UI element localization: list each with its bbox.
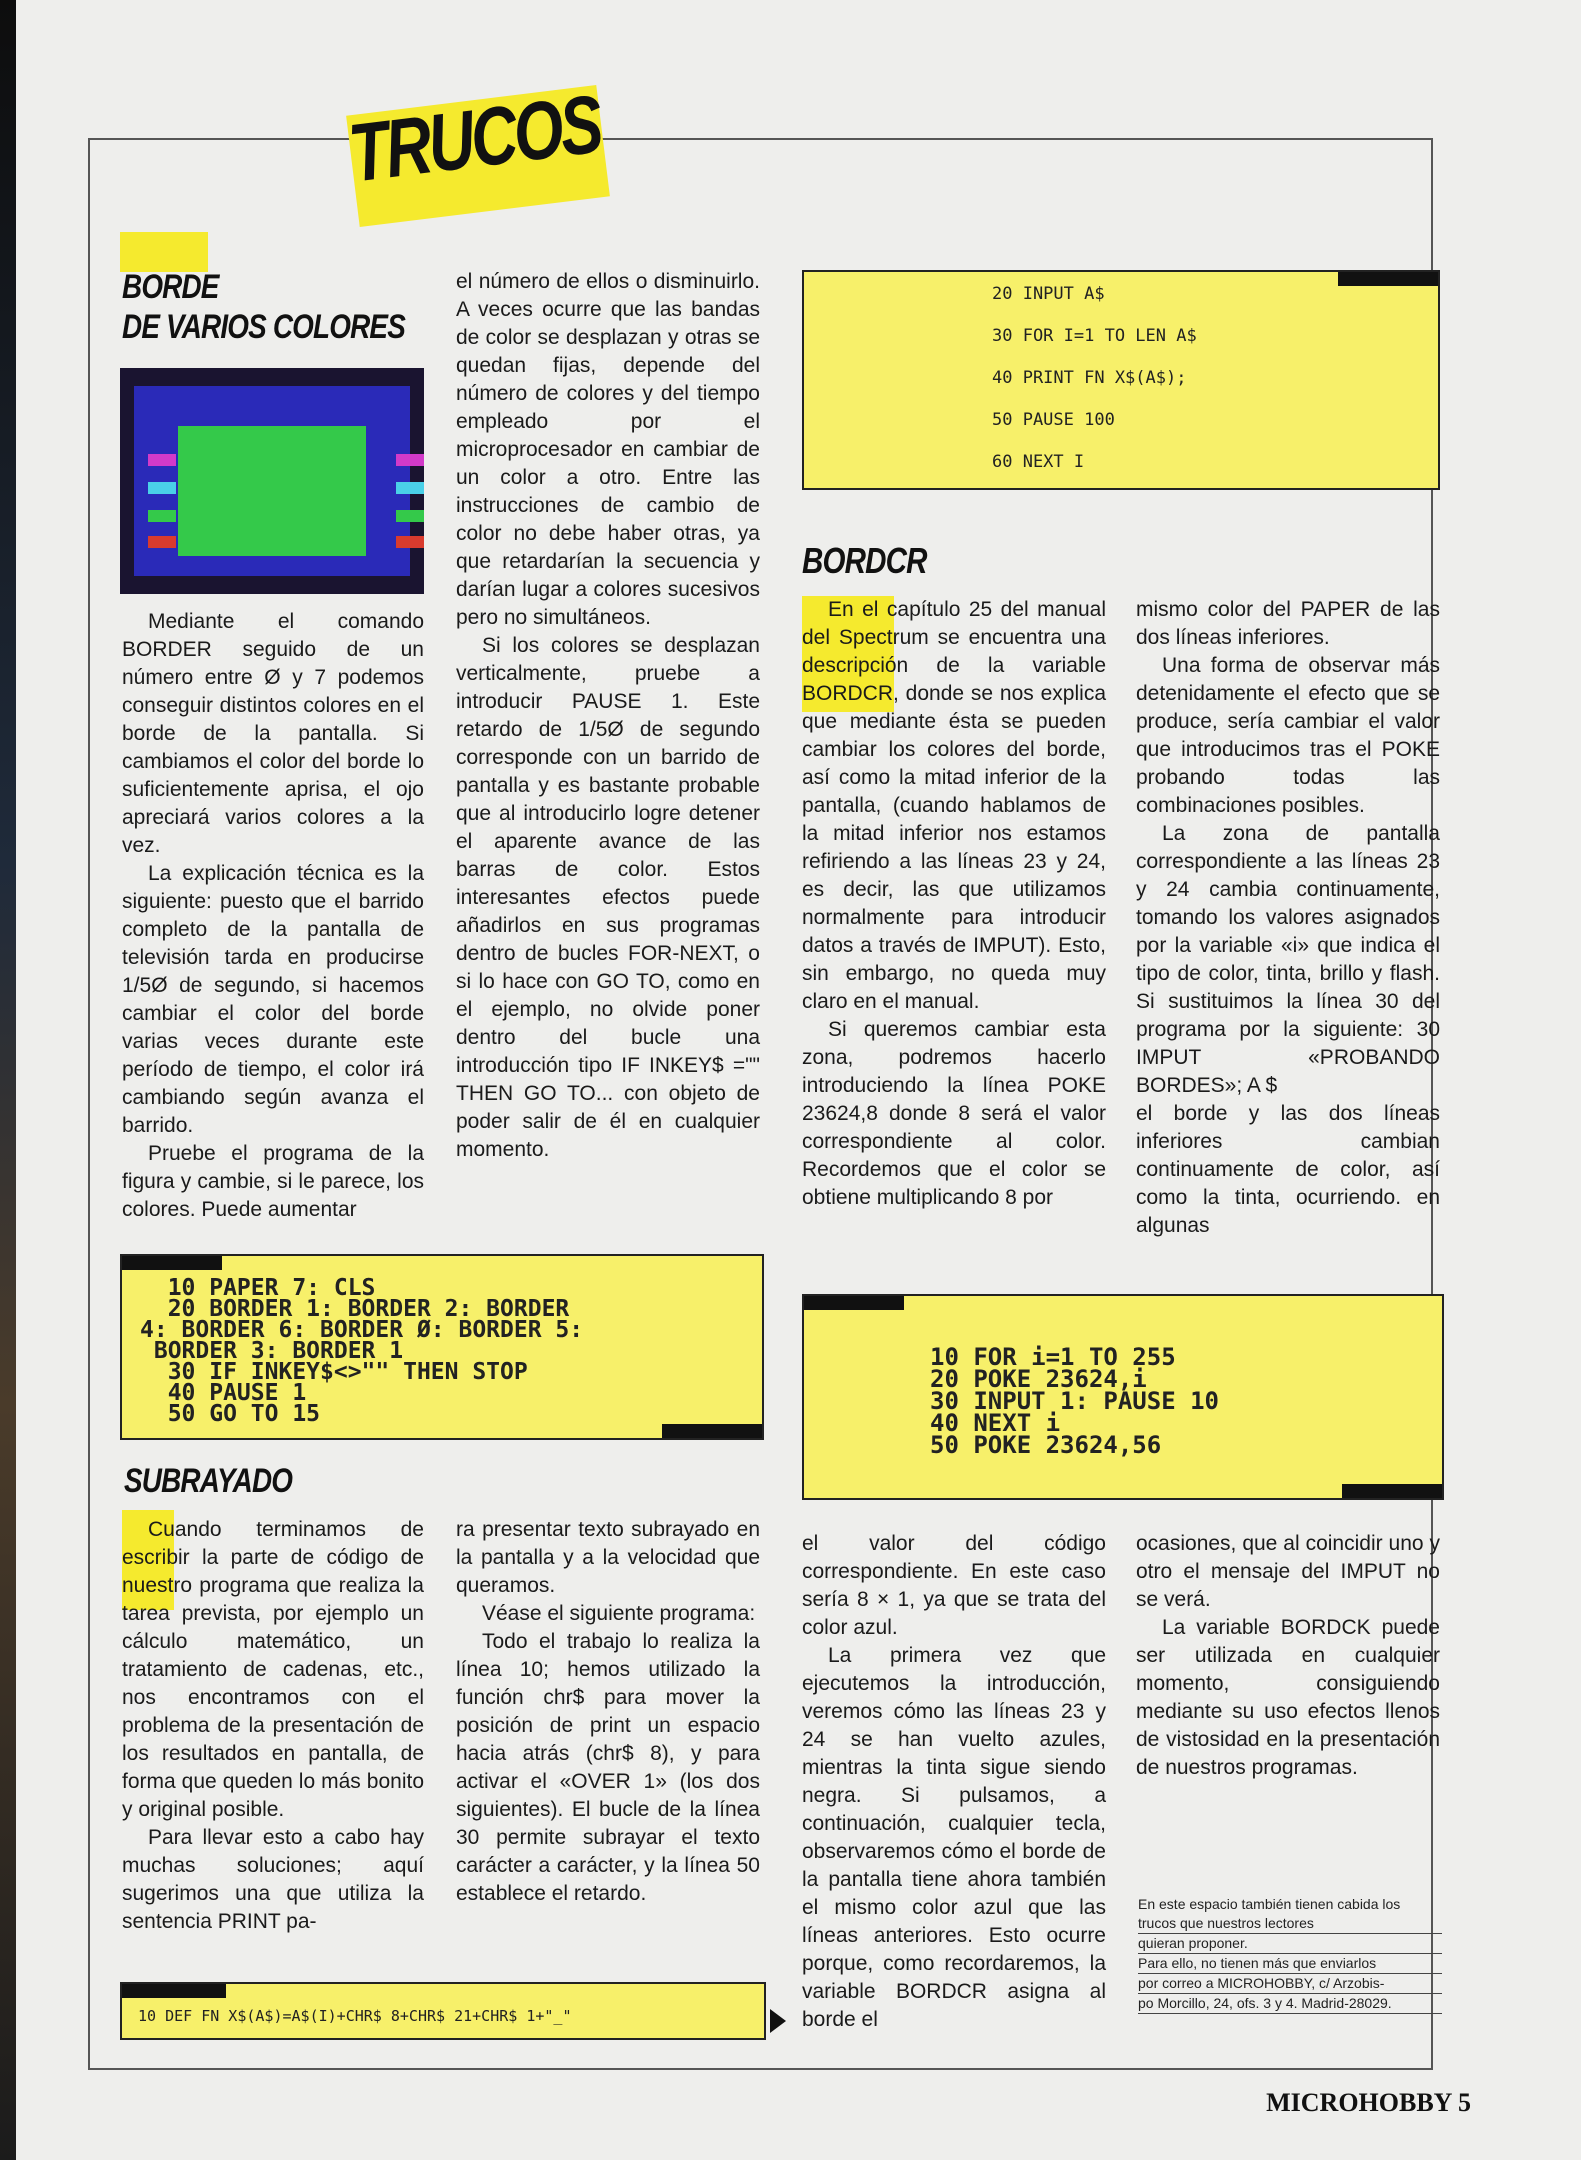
note-line: po Morcillo, 24, ofs. 3 y 4. Madrid-28029. bbox=[1138, 1994, 1442, 2014]
paragraph: Si queremos cambiar esta zona, podremos hacerlo introduciendo la línea POKE 23624,8 donde 8 será el valor correspondiente al color. Recordemos que el color se obtiene multiplicando 8 por bbox=[802, 1018, 1106, 1209]
heading-subrayado: SUBRAYADO bbox=[124, 1462, 293, 1500]
color-band bbox=[396, 454, 424, 466]
listing-tab bbox=[122, 1984, 226, 1998]
heading-de-varios-colores: DE VARIOS COLORES bbox=[122, 308, 405, 346]
reader-tips-note bbox=[1138, 1895, 1442, 2014]
subrayado-code-line bbox=[120, 1982, 766, 2040]
listing-tab bbox=[804, 1296, 904, 1310]
paragraph: Todo el trabajo lo realiza la línea 10; hemos utilizado la función chr$ para mover la posición de print un espacio hacia atrás (chr$ 8), y para activar el «OVER 1» (los dos siguientes). El bucle de la línea 30 permite subrayar el texto carácter a carácter, y la línea 50 establece el retardo. bbox=[456, 1630, 760, 1905]
subrayado-column-1 bbox=[122, 1516, 424, 1936]
bordcr-column-4 bbox=[1136, 1530, 1440, 1782]
bordcr-column-1 bbox=[802, 596, 1106, 1212]
borde-code-listing bbox=[120, 1254, 764, 1440]
code-text: 20 INPUT A$ 30 FOR I=1 TO LEN A$ 40 PRINT FN X$(A$); 50 PAUSE 100 60 NEXT I bbox=[992, 284, 1197, 472]
continue-arrow-icon bbox=[770, 2009, 786, 2033]
heading-highlight bbox=[120, 232, 208, 272]
paragraph: ra presentar texto subrayado en la pantalla y a la velocidad que queramos. bbox=[456, 1518, 760, 1597]
note-line: quieran proponer. bbox=[1138, 1934, 1442, 1954]
bordcr-column-2 bbox=[1136, 596, 1440, 1240]
paragraph: ocasiones, que al coincidir uno y otro el mensaje del IMPUT no se verá. bbox=[1136, 1532, 1440, 1611]
paragraph: La variable BORDCK puede ser utilizada en cualquier momento, consiguiendo mediante su uso efectos llenos de vistosidad en la presentación de nuestros programas. bbox=[1136, 1616, 1440, 1779]
bordcr-column-3 bbox=[802, 1530, 1106, 2034]
magazine-name: MICROHOBBY bbox=[1266, 2088, 1452, 2117]
listing-tab bbox=[1338, 272, 1438, 286]
code-text: 10 FOR i=1 TO 255 20 POKE 23624,i 30 INPUT 1: PAUSE 10 40 NEXT i 50 POKE 23624,56 bbox=[930, 1343, 1219, 1459]
paragraph: La primera vez que ejecutemos la introducción, veremos cómo las líneas 23 y 24 se han vuelto azules, mientras la tinta sigue siendo negra. Si pulsamos, a continuación, cualquier tecla, observaremos cómo el borde de la pantalla tiene ahora también el mismo color azul que las líneas anteriores. Esto ocurre porque, como recordaremos, la variable BORDCR asigna al borde el bbox=[802, 1644, 1106, 2031]
screen-paper bbox=[178, 426, 366, 556]
page-number: 5 bbox=[1458, 2088, 1471, 2117]
paragraph: Véase el siguiente programa: bbox=[482, 1602, 756, 1625]
page-footer bbox=[1266, 2088, 1471, 2118]
paragraph: La zona de pantalla correspondiente a las líneas 23 y 24 cambia continuamente, tomando los valores asignados por la variable «i» que indica el tipo de color, tinta, brillo y flash. Si sustituimos la línea 30 del programa por la siguiente: 30 IMPUT «PROBANDO BORDES»; A $ bbox=[1136, 822, 1440, 1097]
color-band bbox=[396, 510, 424, 522]
subrayado-column-2 bbox=[456, 1516, 760, 1908]
borde-column-2 bbox=[456, 268, 760, 1164]
code-text: 10 DEF FN X$(A$)=A$(I)+CHR$ 8+CHR$ 21+CHR$ 1+"_" bbox=[138, 2007, 572, 2025]
note-line: En este espacio también tienen cabida los trucos que nuestros lectores bbox=[1138, 1895, 1442, 1934]
paragraph: Mediante el comando BORDER seguido de un número entre Ø y 7 podemos conseguir distintos colores en el borde de la pantalla. Si cambiamos el color del borde lo suficientemente aprisa, el ojo apreciará varios colores a la vez. bbox=[122, 610, 424, 857]
heading-bordcr: BORDCR bbox=[802, 540, 927, 581]
paragraph: Cuando terminamos de escribir la parte de código de nuestro programa que realiza la tarea prevista, por ejemplo un cálculo matemático, un tratamiento de cadenas, etc., nos encontramos con el problema de la presentación de los resultados en pantalla, de forma que queden lo más bonito y original posible. bbox=[122, 1518, 424, 1821]
paragraph: Pruebe el programa de la figura y cambie, si le parece, los colores. Puede aumentar bbox=[122, 1142, 424, 1221]
color-band bbox=[396, 482, 424, 494]
page-edge-shadow bbox=[0, 0, 16, 2160]
paragraph: Si los colores se desplazan verticalmente, pruebe a introducir PAUSE 1. Este retardo de 1/5Ø de segundo corresponde con un barrido de pantalla y es bastante probable que al introducirlo logre detener el aparente avance de las barras de color. Estos interesantes efectos puede añadirlos en sus programas dentro de bucles FOR-NEXT, o si lo hace con GO TO, como en el ejemplo, no olvide poner dentro del bucle una introducción tipo IF INKEY$ ="" THEN GO TO... con objeto de poder salir de él en cualquier momento. bbox=[456, 634, 760, 1161]
paragraph: Una forma de observar más detenidamente el efecto que se produce, sería cambiar el valor que introducimos tras el POKE probando todas las combinaciones posibles. bbox=[1136, 654, 1440, 817]
color-band bbox=[148, 536, 176, 548]
paragraph: el borde y las dos líneas inferiores cambian continuamente de color, así como la tinta, ocurriendo. en algunas bbox=[1136, 1102, 1440, 1237]
section-title: TRUCOS bbox=[344, 78, 605, 200]
paragraph: Para llevar esto a cabo hay muchas soluciones; aquí sugerimos una que utiliza la sentencia PRINT pa- bbox=[122, 1826, 424, 1933]
color-band bbox=[148, 454, 176, 466]
color-band bbox=[148, 510, 176, 522]
listing-tab bbox=[1342, 1484, 1442, 1498]
note-line: por correo a MICROHOBBY, c/ Arzobis- bbox=[1138, 1974, 1442, 1994]
color-band bbox=[396, 536, 424, 548]
paragraph: En el capítulo 25 del manual del Spectrum se encuentra una descripción de la variable BORDCR, donde se nos explica que mediante ésta se pueden cambiar los colores del borde, así como la mitad inferior de la pantalla, (cuando hablamos de la mitad inferior nos estamos refiriendo a las líneas 23 y 24, es decir, las que utilizamos normalmente para introducir datos a través de IMPUT). Esto, sin embargo, no queda muy claro en el manual. bbox=[802, 598, 1106, 1013]
heading-borde: BORDE bbox=[122, 268, 219, 306]
paragraph: el número de ellos o disminuirlo. A veces ocurre que las bandas de color se desplazan y otras se quedan fijas, depende del número de colores y del tiempo empleado por el microprocesador en cambiar de un color a otro. Entre las instrucciones de cambio de color no debe haber otras, ya que retardarían la secuencia y darían lugar a colores sucesivos pero no simultáneos. bbox=[456, 270, 760, 629]
listing-tab bbox=[662, 1424, 762, 1438]
paragraph: mismo color del PAPER de las dos líneas inferiores. bbox=[1136, 598, 1440, 649]
listing-tab bbox=[122, 1256, 222, 1270]
borde-column-1 bbox=[122, 608, 424, 1224]
color-band bbox=[148, 482, 176, 494]
border-colors-screenshot bbox=[120, 368, 424, 594]
bordcr-program-listing bbox=[802, 270, 1440, 490]
paragraph: La explicación técnica es la siguiente: puesto que el barrido completo de la pantalla de televisión tarda en producirse 1/5Ø de segundo, si hacemos cambiar el color del borde varias veces durante este período de tiempo, el color irá cambiando según avanza el barrido. bbox=[122, 862, 424, 1137]
code-text: 10 PAPER 7: CLS 20 BORDER 1: BORDER 2: BORDER 4: BORDER 6: BORDER Ø: BORDER 5: BORDER 3: BORDER 1 30 IF INKEY$<>"" THEN STOP 40 PAUSE 1 50 GO TO 15 bbox=[140, 1275, 584, 1427]
bordcr-poke-listing bbox=[802, 1294, 1444, 1500]
paragraph: el valor del código correspondiente. En este caso sería 8 × 1, ya que se trata del color azul. bbox=[802, 1532, 1106, 1639]
note-line: Para ello, no tienen más que enviarlos bbox=[1138, 1954, 1442, 1974]
